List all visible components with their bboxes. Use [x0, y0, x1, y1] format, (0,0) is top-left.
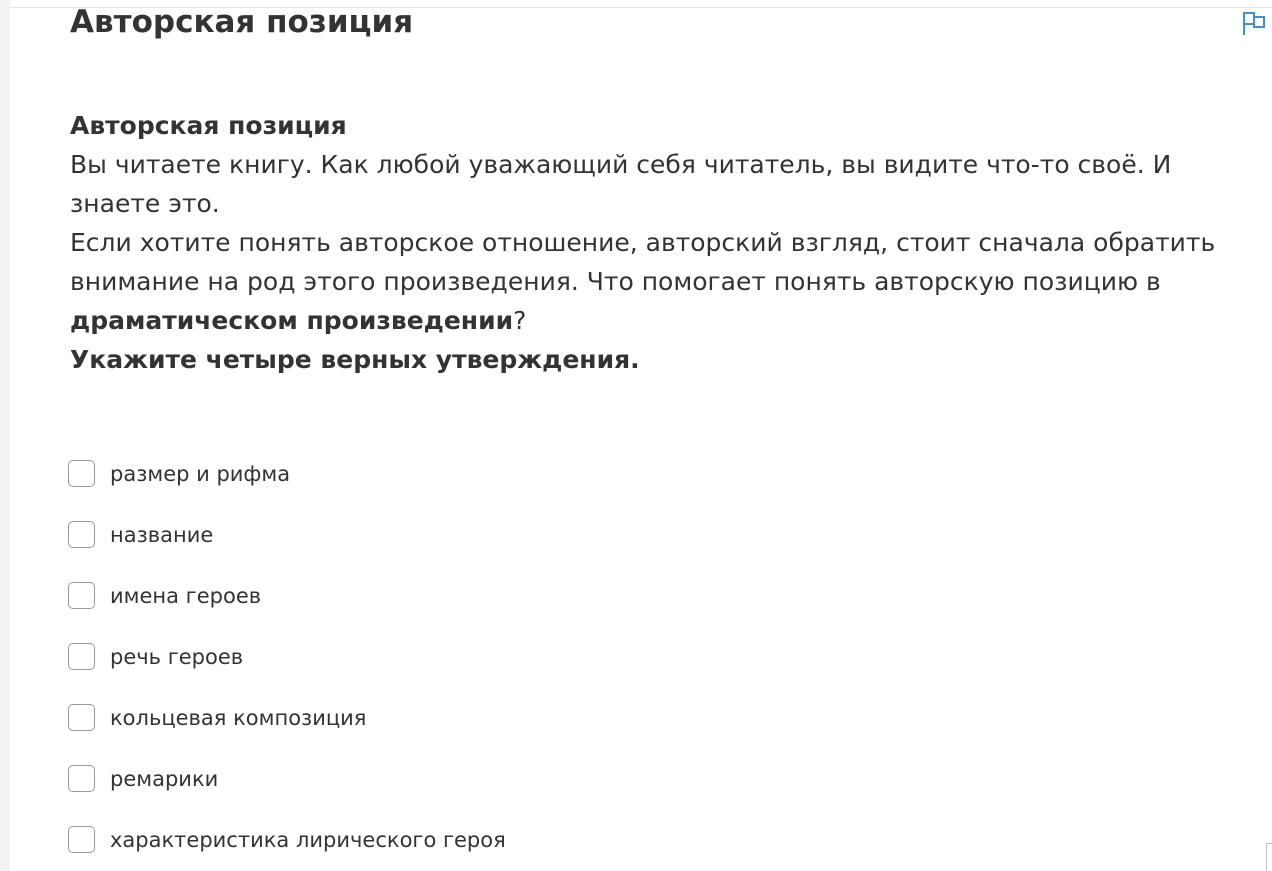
- option-label: размер и рифма: [110, 461, 291, 486]
- question-subheading: Авторская позиция: [70, 111, 347, 140]
- scrollbar-corner: [1266, 843, 1272, 871]
- option-stage-directions[interactable]: [68, 763, 968, 794]
- option-label: речь героев: [110, 644, 244, 669]
- question-paragraph-main: [70, 223, 1255, 340]
- question-instruction: Укажите четыре верных утверждения.: [70, 345, 640, 374]
- checkbox[interactable]: [68, 765, 95, 792]
- option-label: кольцевая композиция: [110, 705, 367, 730]
- checkbox[interactable]: [68, 826, 95, 853]
- option-label: название: [110, 522, 214, 547]
- question-emphasis: драматическом произведении: [70, 306, 514, 335]
- checkbox[interactable]: [68, 460, 95, 487]
- left-panel-edge: [0, 0, 10, 871]
- checkbox[interactable]: [68, 521, 95, 548]
- flag-button[interactable]: [1240, 9, 1268, 37]
- question-mark: ?: [513, 306, 527, 335]
- option-ring-composition[interactable]: [68, 702, 968, 733]
- option-hero-speech[interactable]: [68, 641, 968, 672]
- answer-options: [68, 458, 968, 871]
- question-text: Если хотите понять авторское отношение, авторский взгляд, стоит сначала обратить внимание на род этого произведения. Что помогает понять авторскую позицию в: [70, 228, 1216, 296]
- option-lyrical-hero-characteristic[interactable]: [68, 824, 968, 855]
- option-title[interactable]: [68, 519, 968, 550]
- question-paragraph-intro: Вы читаете книгу. Как любой уважающий себя читатель, вы видите что-то своё. И знаете это.: [70, 150, 1172, 218]
- option-size-and-rhyme[interactable]: [68, 458, 968, 489]
- option-label: характеристика лирического героя: [110, 827, 506, 852]
- checkbox[interactable]: [68, 704, 95, 731]
- checkbox[interactable]: [68, 582, 95, 609]
- flag-icon: [1240, 9, 1268, 37]
- option-hero-names[interactable]: [68, 580, 968, 611]
- question-content: [70, 106, 1255, 379]
- checkbox[interactable]: [68, 643, 95, 670]
- task-title: Авторская позиция: [70, 4, 414, 40]
- option-label: ремарики: [110, 766, 219, 791]
- option-label: имена героев: [110, 583, 262, 608]
